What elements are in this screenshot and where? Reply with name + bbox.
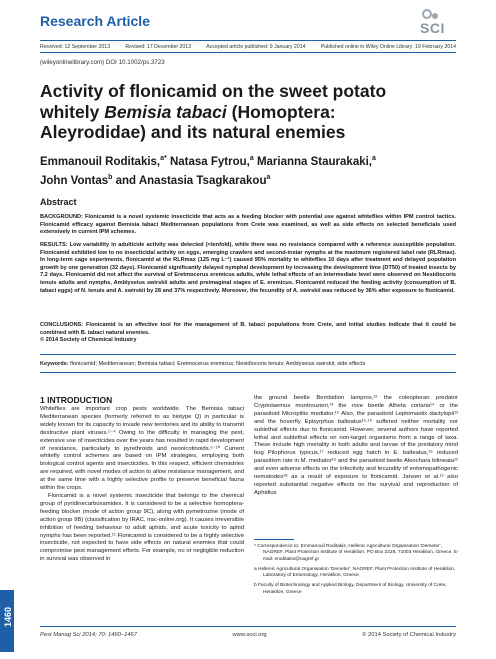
author-list: Emmanouil Roditakis,$^{a*}$ Natasa Fytrou,$^a$ Marianna Staurakaki,$^a$ John Vontas$^b$ and Anastasia Tsagkarakou$^a$ (40, 155, 376, 187)
abstract-copyright: © 2014 Society of Chemical Industry (40, 337, 137, 344)
author-name: Natasa Fytrou, (166, 155, 250, 168)
body-paragraph: Whiteflies are important crop pests worldwide. The Bemisia tabaci Mediterranean species (formerly referred to as biotype Q) in particular is widely known for its capacity to invade new territories and its ability to transmit destructive plant viruses.¹⁻⁴ Owing to the difficulty in managing the pest, extensive use of insecticides over the years has resulted in rapid development of resistance, particularly to pyrethroids and neonicotinoids.⁵⁻¹⁰ Current whitefly control schemes are based on IPM strategies, employing both biological control agents and insecticides. In this respect, efficient chemistries are required, with novel modes of action to allow resistance management, and at the same time with a highly selective profile to preserve beneficial fauna within the crops. (40, 406, 244, 492)
author-name: and Anastasia Tsagkarakou (112, 174, 267, 187)
article-type-label: Research Article (40, 13, 150, 29)
revised-date: Revised: 17 December 2013 (125, 44, 192, 50)
footnotes (254, 544, 460, 600)
page-header (0, 0, 496, 42)
abstract-background: BACKGROUND: Flonicamid is a novel systemic insecticide that acts as a feeding blocker with potential use against whiteflies within IPM control tactics. Flonicamid efficacy against Bemisia tabaci Mediterranean populations from Crete was examined, as well as side effects on selected beneficials used extensively in current IPM schemes. (40, 214, 456, 236)
logo-ring-icon (422, 9, 432, 19)
page-number: 1460 (3, 606, 13, 627)
keywords-rule-top (40, 354, 456, 355)
species-name: Bemisia tabaci (104, 101, 227, 122)
page-footer (40, 632, 456, 638)
doi-link[interactable]: (wileyonlinelibrary.com) DOI 10.1002/ps.3723 (40, 59, 165, 66)
article-title: Activity of flonicamid on the sweet potato whitely Bemisia tabaci (Homoptera: Aleyrodidae) and its natural enemies (40, 81, 387, 142)
author-name: Marianna Staurakaki, (253, 155, 372, 168)
abstract-conclusions: CONCLUSIONS: Flonicamid is an effective tool for the management of B. tabaci populations from Crete, and initial studies indicate that it could be combined with B. tabaci natural enemies. © 2014 Society of Chemical Industry (40, 322, 456, 344)
keywords: Keywords: flonicamid; Mediterranean; Bemisia tabaci; Eretmocerus eremicus; Nesidiocoris tenuis; Amblyseius swirskii; side effects (40, 361, 366, 367)
author-name: Emmanouil Roditakis, (40, 155, 161, 168)
journal-url[interactable]: www.soci.org (232, 632, 267, 638)
section-heading-introduction: 1 INTRODUCTION (40, 395, 113, 405)
received-date: Received: 12 September 2013 (40, 44, 111, 50)
body-column-left (40, 406, 244, 564)
logo-text: SCI (420, 20, 445, 36)
body-paragraph: the ground beetle Bembidion lampros,¹² the coleopteran predator Cryptolaemus montrouzieri,¹³ the rove beetle Atheta coriaria¹⁴ or the parasitoid Microplitis mediator.¹⁵ Also, the parasitoid Leptomastix dactylopii¹³ and the hoverfly Episyrphus balteatus¹²·¹⁶ suffered neither mortality nor sublethal effects due to flonicamid. However, several authors have reported lethal and sublethal effects on non-target organisms from a range of taxa. These include high mortality in both adults and larvae of the predatory mirid bug Pilophorus typicus,¹⁷ reduced egg hatch in E. balteatus,¹⁶ reduced parasitism rate in M. mediator¹⁵ and the parasitoid beetle Aleochara bilineata¹² and even adverse effects on the infectivity and fecundity of entomopathogenic nematodes¹⁸ as a result of exposure to flonicamid. Jansen et al.¹² also reported substantial negative effects on the survival and reproduction of Aphidius (254, 395, 458, 496)
body-paragraph: Flonicamid is a novel systemic insecticide that belongs to the chemical group of pyridinecarboxamides. It is considered to be a selective homoptera-feeding blocker (mode of action group 9C), along with pymetrozine (mode of action group 9B) (classification by IRAC, irac-online.org). It causes irreversible inhibition of feeding behaviour to adult aphids, and acute toxicity to aphid nymphs has been reported.¹¹ Flonicamid is considered to be a highly selective insecticide, not expected to have side effects on natural enemies that could compromise pest management efforts. For example, no or negligible reduction in survival was observed in (40, 492, 244, 563)
sci-logo (418, 9, 458, 37)
author-name: John Vontas (40, 174, 109, 187)
footer-copyright: © 2014 Society of Chemical Industry (362, 632, 456, 638)
affiliation-a: a Hellenic Agricultural Organisation 'Demeter', NAGREF, Plant Protection Institute of Heraklion, Laboratory of Entomology, Heraklion, Greece (254, 566, 456, 579)
logo-dot-icon (432, 13, 438, 19)
accepted-date: Accepted article published: 9 January 2014 (206, 44, 306, 50)
published-date: Published online in Wiley Online Library: 19 February 2014 (320, 44, 456, 50)
affiliation-b: b Faculty of Biotechnology and Applied Biology, Department of Biology, University of Crete, Heraklion, Greece (254, 583, 447, 595)
journal-citation: Pest Manag Sci 2014; 70: 1460–1467 (40, 632, 138, 638)
keywords-rule-bottom (40, 372, 456, 373)
dates-rule (40, 52, 456, 53)
abstract-results: RESULTS: Low variability in adulticide activity was detected (<tenfold), while there was no resistance compared with a reference susceptible population. Flonicamid exhibited low to no insecticidal activity on eggs, emerging crawlers and second-instar nymphs at the maximum registered label rate (RLRmax). In long-term cage experiments, flonicamid at the RLRmax (125 mg L⁻¹) caused 95% mortality to whiteflies 10 days after treatment and delayed population growth by one generation (32 days). Flonicamid significantly delayed nymphal development by increasing the development time (DT50) of treated insects by 7.2 days. Flonicamid did not affect the survival of Eretmocerus eremicus adults, while lethal effects of an intermediate level were observed on Nesidiocoris tenuis adults and nymphs, Amblyseius swirskii adults and preimaginal stages of E. eremicus. Flonicamid reduced the feeding activity (consumption of B. tabaci eggs) of N. tenuis and A. swirskii by 28 and 37% respectively. Moreover, the fecundity of A. swirskii was reduced by 36% after exposure to flonicamid. (40, 242, 456, 294)
header-rule (40, 40, 456, 41)
body-column-right (254, 395, 458, 498)
footer-rule (40, 626, 456, 627)
footnote-rule (254, 539, 294, 540)
abstract-heading: Abstract (40, 197, 77, 207)
correspondence-footnote: * Correspondence to: Emmanouil Roditakis, Hellenic Agricultural Organisation 'Demeter', NAGREF, Plant Protection Institute of Heraklion, PO Box 2228, 71003 Heraklion, Greece. E-mail: eroditakis@nagref.gr (254, 544, 459, 562)
publication-dates (40, 44, 456, 50)
